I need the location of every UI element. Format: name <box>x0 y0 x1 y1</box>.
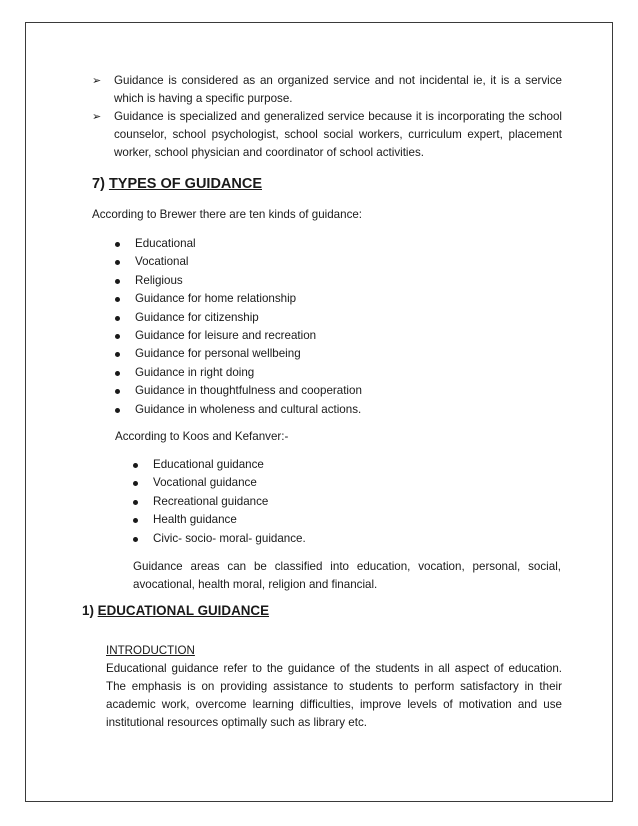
koos-intro: According to Koos and Kefanver:- <box>115 430 289 443</box>
section-number: 7) <box>92 176 105 192</box>
arrow-bullet-icon: ➢ <box>92 75 102 87</box>
list-item-text: Recreational guidance <box>153 494 269 508</box>
arrow-list-item <box>92 108 562 162</box>
bullet-icon <box>115 371 120 376</box>
section-heading-types-of-guidance <box>92 176 262 192</box>
section-title: TYPES OF GUIDANCE <box>108 176 263 192</box>
section-number: 1) <box>82 603 94 618</box>
list-item <box>133 456 306 474</box>
bullet-icon <box>133 500 138 505</box>
bullet-icon <box>133 537 138 542</box>
list-item-text: Religious <box>135 273 183 287</box>
list-item-text: Guidance in right doing <box>135 365 255 379</box>
section-heading-educational-guidance <box>82 603 269 618</box>
list-item-text: Civic- socio- moral- guidance. <box>153 531 306 545</box>
bullet-icon <box>115 279 120 284</box>
bullet-icon <box>115 334 120 339</box>
bullet-icon <box>115 242 120 247</box>
bullet-icon <box>133 518 138 523</box>
list-item-text: Guidance for personal wellbeing <box>135 347 301 361</box>
list-item-text: Guidance for leisure and recreation <box>135 329 317 343</box>
bullet-icon <box>115 260 120 265</box>
introduction-heading: INTRODUCTION <box>106 644 195 657</box>
list-item-text: Vocational <box>135 255 189 269</box>
guidance-areas-paragraph: Guidance areas can be classified into education, vocation, personal, social, avocational, health moral, religion and financial. <box>133 560 561 591</box>
koos-list <box>133 456 306 548</box>
brewer-intro: According to Brewer there are ten kinds of guidance: <box>92 208 363 221</box>
list-item-text: Guidance for home relationship <box>135 292 297 306</box>
list-item-text: Health guidance <box>153 513 237 527</box>
list-item <box>133 530 306 548</box>
list-item <box>115 253 362 271</box>
bullet-icon <box>115 408 120 413</box>
list-item <box>115 345 362 363</box>
bullet-icon <box>133 481 138 486</box>
section-title: EDUCATIONAL GUIDANCE <box>97 603 270 618</box>
bullet-icon <box>133 463 138 468</box>
list-item <box>115 235 362 253</box>
brewer-list <box>115 235 362 419</box>
list-item-text: Guidance in thoughtfulness and cooperation <box>135 384 362 398</box>
list-item-text: Educational <box>135 237 196 250</box>
list-item <box>115 309 362 327</box>
arrow-bullet-list <box>92 72 562 162</box>
bullet-icon <box>115 297 120 302</box>
list-item-text: Guidance in wholeness and cultural actions. <box>135 402 362 416</box>
list-item <box>133 511 306 529</box>
list-item-text: Vocational guidance <box>153 476 257 490</box>
list-item-text: Educational guidance <box>153 458 264 471</box>
bullet-icon <box>115 316 120 321</box>
list-item <box>115 272 362 290</box>
introduction-paragraph: Educational guidance refer to the guidance of the students in all aspect of education. The emphasis is on providing assistance to students to perform satisfactory in their academic work, overcome learning difficulties, improve levels of motivation and use institutional resources optimally such as library etc. <box>106 662 562 729</box>
list-item <box>115 364 362 382</box>
list-item <box>115 382 362 400</box>
arrow-item-text: Guidance is specialized and generalized service because it is incorporating the school counselor, school psychologist, school social workers, curriculum expert, placement worker, school physician and coordinator of school activities. <box>114 110 562 159</box>
arrow-list-item <box>92 72 562 108</box>
list-item <box>115 401 362 419</box>
bullet-icon <box>115 389 120 394</box>
list-item <box>115 327 362 345</box>
list-item <box>115 290 362 308</box>
arrow-item-text: Guidance is considered as an organized service and not incidental ie, it is a service which is having a specific purpose. <box>114 74 562 105</box>
bullet-icon <box>115 352 120 357</box>
list-item <box>133 493 306 511</box>
list-item <box>133 474 306 492</box>
arrow-bullet-icon: ➢ <box>92 111 102 123</box>
list-item-text: Guidance for citizenship <box>135 310 259 324</box>
